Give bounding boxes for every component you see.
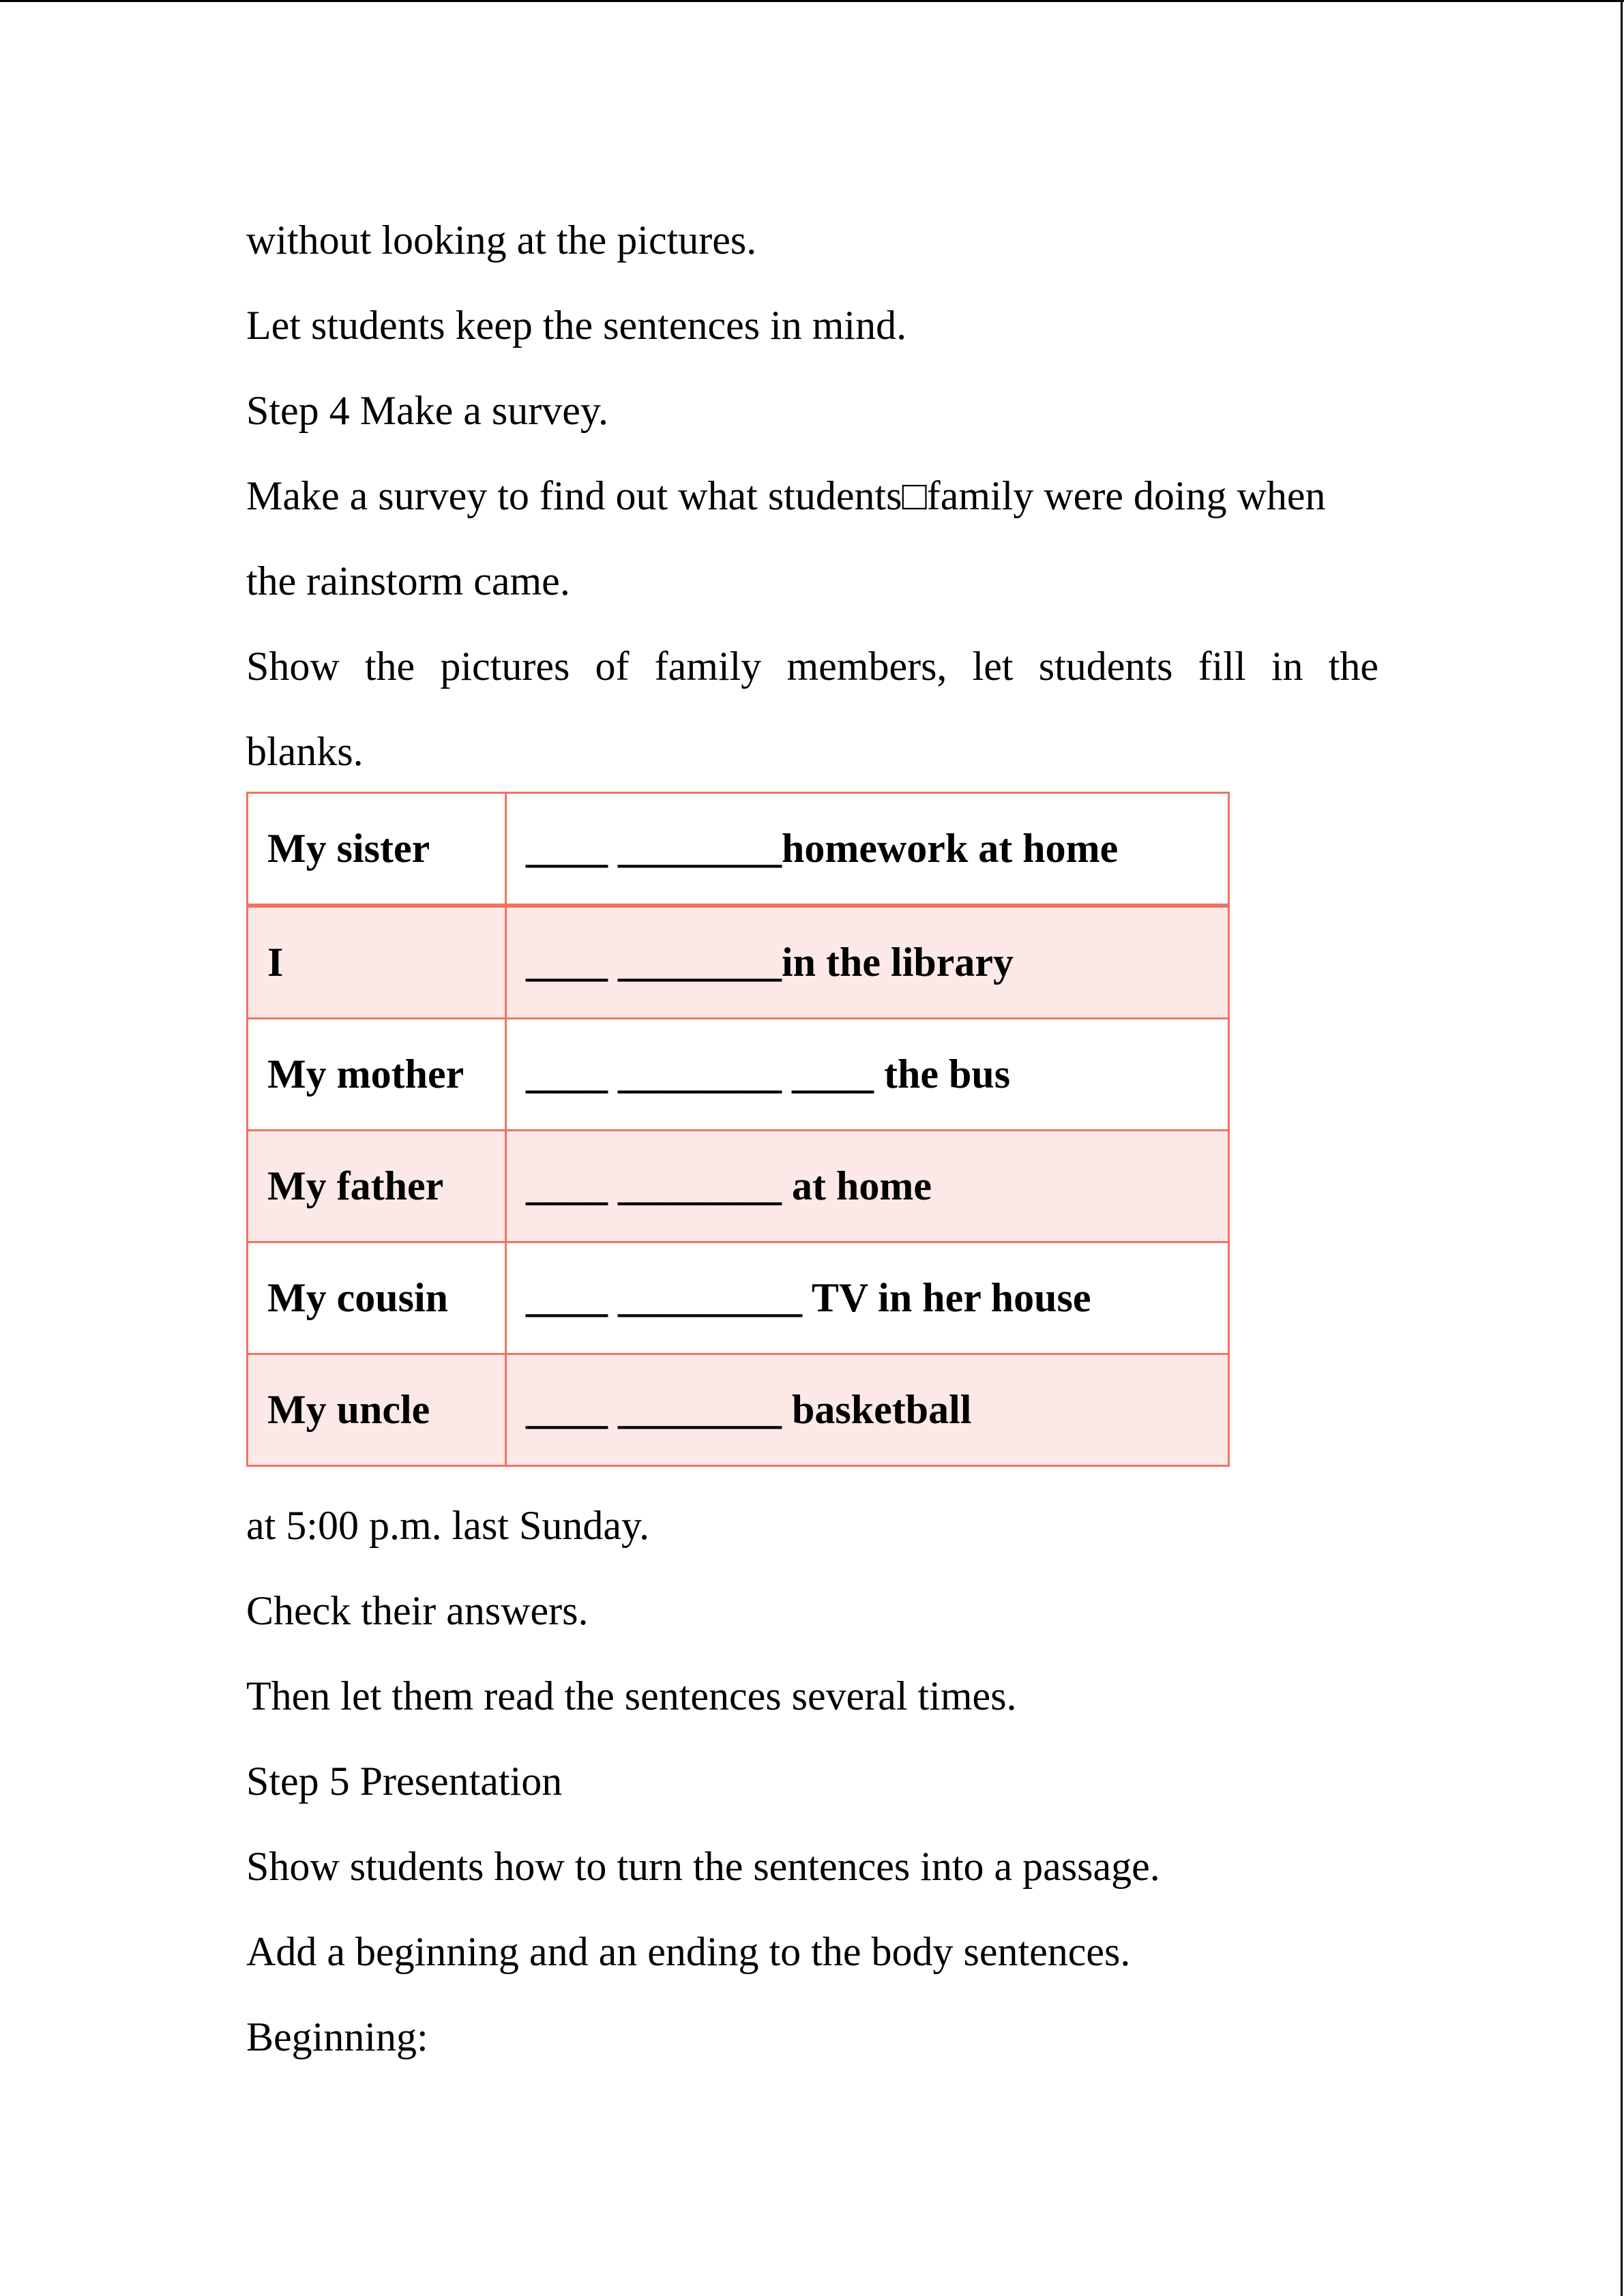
step-5-heading: Step 5 Presentation — [246, 1759, 563, 1804]
fill-blank: ____ ________ — [526, 826, 782, 871]
page-right-border — [1621, 0, 1623, 2296]
answer-text: in the library — [782, 940, 1014, 985]
table-cell-answer — [506, 1242, 1229, 1354]
paragraph-line: blanks. — [246, 729, 364, 774]
table-cell-subject: My mother — [248, 1019, 506, 1131]
survey-table — [246, 792, 1230, 1467]
table-row — [248, 906, 1229, 1019]
fill-blank: ____ ________ ____ — [526, 1052, 874, 1097]
answer-text: at home — [782, 1163, 932, 1208]
table-row — [248, 1131, 1229, 1242]
table-cell-subject: I — [248, 906, 506, 1019]
table-cell-answer — [506, 793, 1229, 906]
step-4-heading: Step 4 Make a survey. — [246, 388, 608, 433]
fill-blank: ____ ________ — [526, 940, 782, 985]
paragraph-line: Show the pictures of family members, let students fill in the — [246, 644, 1378, 689]
fill-blank: ____ ________ — [526, 1163, 782, 1208]
answer-text: the bus — [874, 1052, 1011, 1097]
table-cell-subject: My father — [248, 1131, 506, 1242]
table-cell-answer — [506, 1354, 1229, 1466]
table-row — [248, 793, 1229, 906]
paragraph-line: Then let them read the sentences several times. — [246, 1673, 1017, 1718]
table-cell-subject: My cousin — [248, 1242, 506, 1354]
paragraph-line: Show students how to turn the sentences into a passage. — [246, 1844, 1160, 1889]
beginning-label: Beginning: — [246, 2014, 428, 2059]
paragraph-line: Add a beginning and an ending to the body sentences. — [246, 1929, 1131, 1974]
table-cell-subject: My sister — [248, 793, 506, 906]
fill-blank: ____ ________ — [526, 1387, 782, 1432]
table-cell-answer — [506, 906, 1229, 1019]
paragraph-line: Make a survey to find out what students□family were doing when — [246, 473, 1326, 518]
table-cell-answer — [506, 1131, 1229, 1242]
table-row — [248, 1242, 1229, 1354]
paragraph-line: the rainstorm came. — [246, 558, 570, 603]
paragraph-line: without looking at the pictures. — [246, 218, 757, 263]
table-cell-subject: My uncle — [248, 1354, 506, 1466]
fill-blank: ____ _________ — [526, 1275, 802, 1320]
paragraph-line: Check their answers. — [246, 1588, 589, 1633]
table-row — [248, 1354, 1229, 1466]
answer-text: basketball — [782, 1387, 972, 1432]
answer-text: homework at home — [782, 826, 1119, 871]
table-cell-answer — [506, 1019, 1229, 1131]
page-top-border — [0, 0, 1624, 2]
paragraph-line: at 5:00 p.m. last Sunday. — [246, 1503, 650, 1548]
table-row — [248, 1019, 1229, 1131]
paragraph-line: Let students keep the sentences in mind. — [246, 303, 907, 348]
answer-text: TV in her house — [802, 1275, 1091, 1320]
